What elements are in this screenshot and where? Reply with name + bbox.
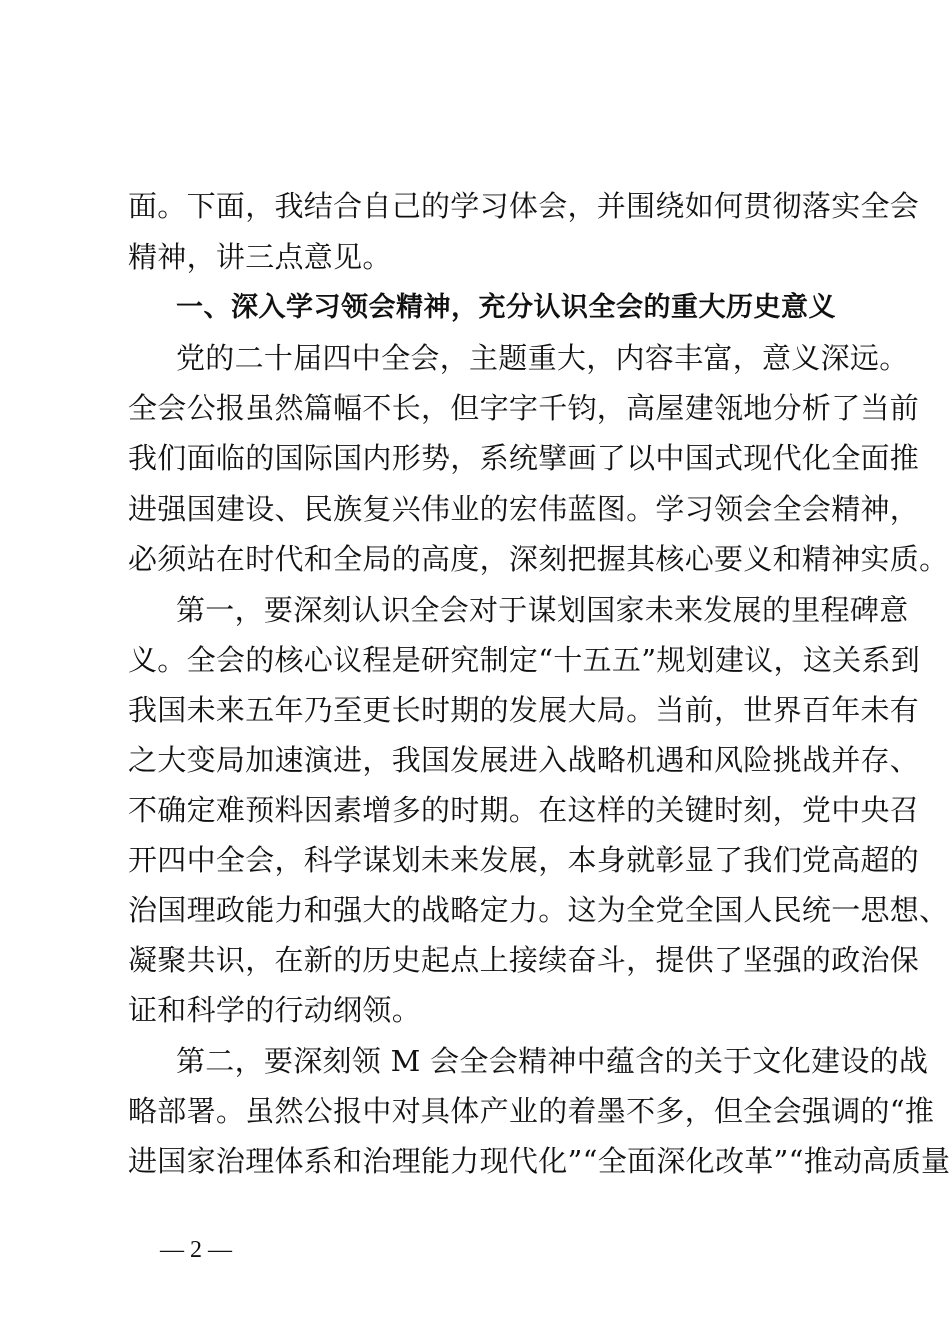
text-line-17: 证和科学的行动纲领。: [128, 993, 422, 1027]
text-line-18: 第二，要深刻领 M 会全会精神中蕴含的关于文化建设的战: [176, 1044, 929, 1078]
text-line-8: 必须站在时代和全局的高度，深刻把握其核心要义和精神实质。: [128, 542, 949, 576]
text-line-6: 我们面临的国际国内形势，系统擘画了以中国式现代化全面推: [128, 441, 920, 475]
text-line-14: 开四中全会，科学谋划未来发展，本身就彰显了我们党高超的: [128, 843, 920, 877]
text-line-20: 进国家治理体系和治理能力现代化”“全面深化改革”“推动高质量: [128, 1144, 950, 1178]
text-line-19: 略部署。虽然公报中对具体产业的着墨不多，但全会强调的“推: [128, 1094, 935, 1128]
text-line-4: 党的二十届四中全会，主题重大，内容丰富，意义深远。: [176, 341, 909, 375]
text-line-1: 面。下面，我结合自己的学习体会，并围绕如何贯彻落实全会: [128, 189, 920, 223]
text-line-12: 之大变局加速演进，我国发展进入战略机遇和风险挑战并存、: [128, 743, 920, 777]
text-line-10: 义。全会的核心议程是研究制定“十五五”规划建议，这关系到: [128, 643, 921, 677]
text-line-2: 精神，讲三点意见。: [128, 240, 392, 274]
text-line-11: 我国未来五年乃至更长时期的发展大局。当前，世界百年未有: [128, 693, 920, 727]
text-line-9: 第一，要深刻认识全会对于谋划国家未来发展的里程碑意: [176, 593, 909, 627]
section-heading: 一、深入学习领会精神，充分认识全会的重大历史意义: [176, 292, 836, 323]
text-line-7: 进强国建设、民族复兴伟业的宏伟蓝图。学习领会全会精神，: [128, 492, 920, 526]
text-line-13: 不确定难预料因素增多的时期。在这样的关键时刻，党中央召: [128, 793, 920, 827]
text-line-15: 治国理政能力和强大的战略定力。这为全党全国人民统一思想、: [128, 893, 949, 927]
text-line-5: 全会公报虽然篇幅不长，但字字千钧，高屋建瓴地分析了当前: [128, 391, 920, 425]
text-line-16: 凝聚共识，在新的历史起点上接续奋斗，提供了坚强的政治保: [128, 943, 920, 977]
page-number: — 2 —: [160, 1237, 232, 1263]
